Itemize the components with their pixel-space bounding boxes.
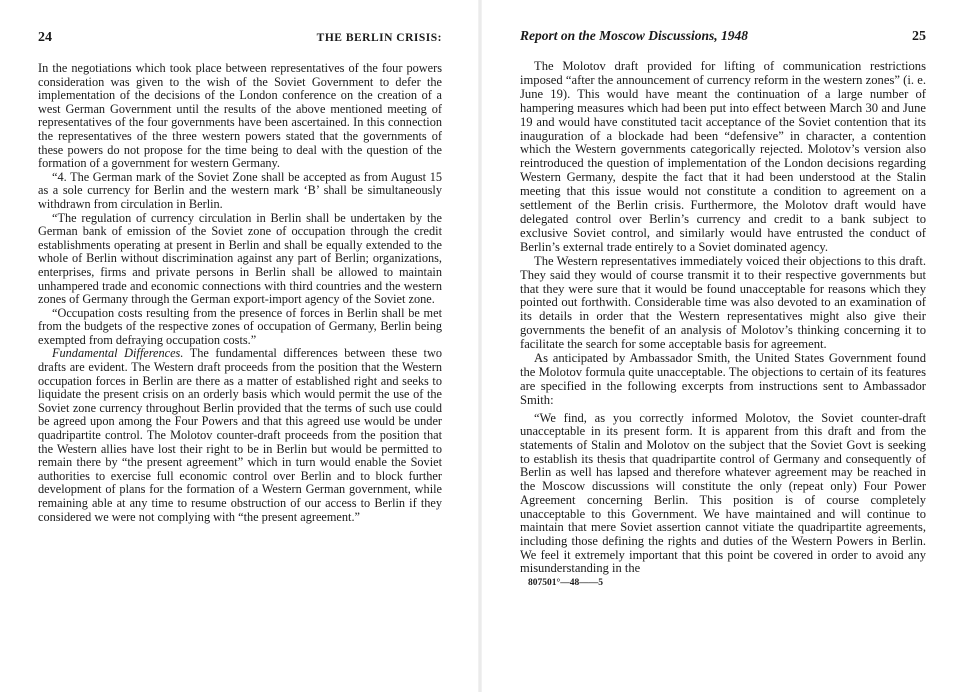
right-paragraph-1: The Molotov draft provided for lifting of communication restrictions imposed “after the announcement of currency reform in the western zones” (i. e. June 19). This would have meant the continuation of a large number of hampering measures which had been put into effect between March 30 and June 19 and would have constituted tacit acceptance of the Soviet contention that its inauguration of a blockade had been “defensive” in character, a contention which the Western governments categorically rejected. Molotov’s version also reintroduced the question of implementation of the London decisions regarding Western Germany, despite the fact that it had been understood at the Stalin meeting that this issue would not constitute a condition to agreement on a settlement of the Berlin crisis. Furthermore, the Molotov draft would have delegated control over Berlin’s currency and credit to a bank subject to exclusive Soviet control, and similarly would have entrusted the conduct of Berlin’s external trade entirely to a Soviet dominated agency. [520,59,926,254]
section-lead-fundamental-differences: Fundamental Differences. [52,346,184,361]
left-paragraph-3: “The regulation of currency circulation in Berlin shall be undertaken by the German bank of emission of the Soviet zone of occupation through the credit establishments operating at present in Berlin and shall be equally extended to the whole of Berlin without discrimination against any part of Berlin; organizations, enterprises, firms and private persons in Berlin shall be allowed to maintain unhampered trade and economic connections with third countries and the western zones of Germany through the German export-import agency of the Soviet zone. [38,210,442,307]
right-paragraph-4-quote: “We find, as you correctly informed Molotov, the Soviet counter-draft unacceptable in its present form. It is apparent from this draft and from the statements of Stalin and Molotov on the subject that the Soviet Govt is seeking to establish its thesis that quadripartite control of Germany and consequently of Berlin as well has lapsed and therefore whatever agreement may be reached in the Moscow discussions will constitute the only (repeat only) Four Power Agreement concerning Berlin. This position is of course completely unacceptable to this Government. We have maintained and will continue to maintain that mere Soviet assertion cannot vitiate the quadripartite agreements, including those defining the rights and duties of the Western Powers in Berlin. We feel it extremely important that this point be covered in order to avoid any misunderstanding in the [520,410,926,576]
left-page-header [38,30,442,52]
right-paragraph-3: As anticipated by Ambassador Smith, the United States Government found the Molotov formula quite unacceptable. The objections to certain of its features are specified in the following excerpts from instructions sent to Ambassador Smith: [520,351,926,407]
right-page-number: 25 [912,29,926,44]
right-page-text [520,60,926,588]
left-running-head: THE BERLIN CRISIS: [316,32,442,44]
right-page [480,0,960,692]
left-paragraph-2: “4. The German mark of the Soviet Zone shall be accepted as from August 15 as a sole currency for Berlin and the western mark ‘B’ shall be simultaneously withdrawn from circulation in Berlin. [38,169,442,211]
left-paragraph-1: In the negotiations which took place between representatives of the four powers consideration was given to the wish of the Soviet Government to defer the implementation of the decisions of the London conference on the creation of a west German Government until the results of the above mentioned meeting of representatives of the four governments have been ascertained. In this connection the representatives of the three western powers stated that the governments of these powers do not propose for the time being to deal with the question of the formation of a government for western Germany. [38,61,442,171]
right-paragraph-2: The Western representatives immediately voiced their objections to this draft. They said they would of course transmit it to their respective governments but that they were sure that it would be found unacceptable for reasons which they pointed out forthwith. Considerable time was also devoted to an examination of its details in order that the Western representatives might also give their governments the benefit of an analysis of Molotov’s thinking concerning it to facilitate the search for some acceptable basis for agreement. [520,253,926,352]
left-paragraph-5-body: The fundamental differences between these two drafts are evident. The Western draft proceeds from the position that the Western occupation forces in Berlin are there as a matter of established right and seeks to liquidate the present crisis on an orderly basis which would permit the use of the Soviet zone currency throughout Berlin provided that the terms of such use could be agreed upon among the Four Powers and that this agreed use would be under quadripartite control. The Molotov counter-draft proceeds from the position that the Western allies have lost their right to be in Berlin but would be permitted to remain there by “the present agreement” which in turn would enable the Soviet authorities to exercise full economic control over Berlin and to block further development of plans for the formation of a Western German government, while remaining able at any time to resume obstruction of our access to Berlin if they considered we were not complying with “the present agreement.” [38,346,442,524]
right-page-header [520,28,926,50]
left-paragraph-4: “Occupation costs resulting from the presence of forces in Berlin shall be met from the budgets of the respective zones of occupation of Germany, Berlin being exempted from defraying occupation costs.” [38,305,442,347]
left-page-number: 24 [38,30,52,45]
left-page-text [38,62,442,524]
printer-signature-mark: 807501°—48——5 [528,578,604,589]
right-running-head: Report on the Moscow Discussions, 1948 [520,28,749,43]
left-paragraph-5 [38,347,442,524]
